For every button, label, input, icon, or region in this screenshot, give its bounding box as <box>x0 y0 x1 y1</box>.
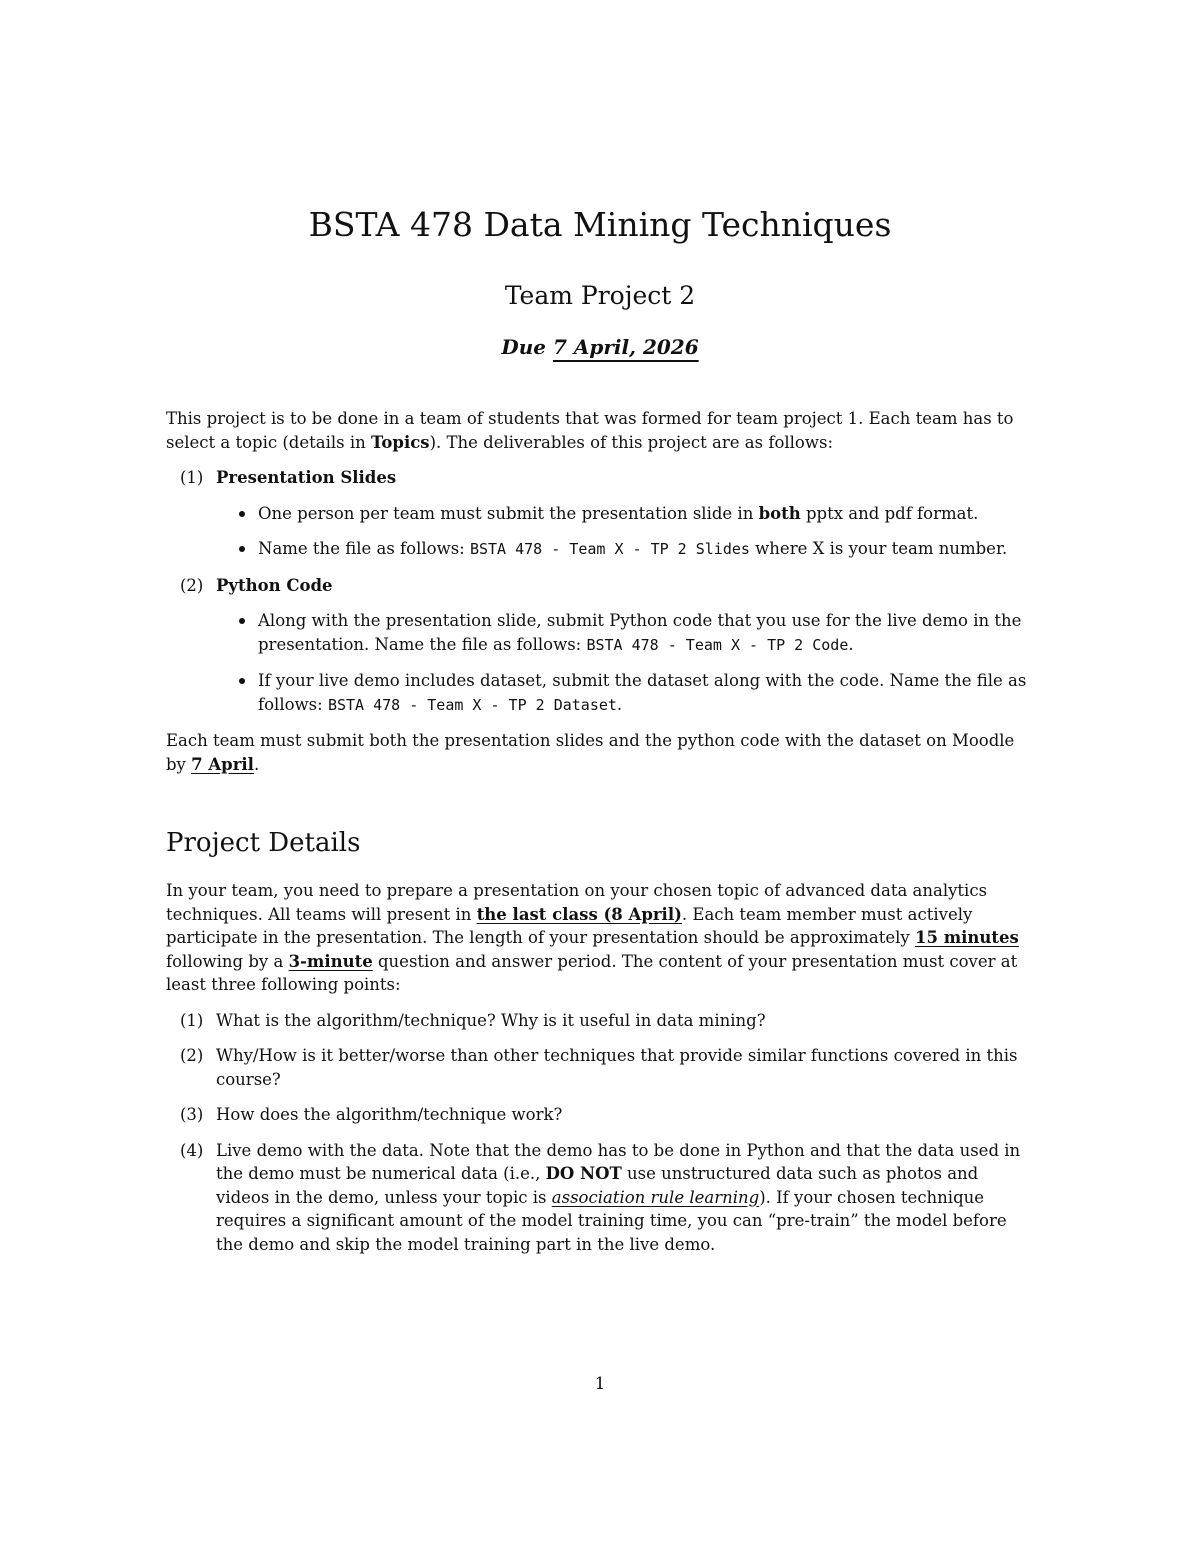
page-number: 1 <box>594 1374 606 1394</box>
due-date: 7 April, 2026 <box>552 335 699 359</box>
deliverable-title: Python Code <box>216 575 333 595</box>
content-point: (2) Why/How is it better/worse than other techniques that provide similar functions covered in this course? <box>180 1046 1018 1089</box>
bullet-icon <box>239 618 245 624</box>
section-heading: Project Details <box>166 828 361 858</box>
intro-paragraph: This project is to be done in a team of students that was formed for team project 1. Each team has to select a topic (details in Topics). The deliverables of this project are as follows: <box>166 409 1014 452</box>
filename-code: BSTA 478 - Team X - TP 2 Slides <box>469 540 750 558</box>
details-section <box>166 879 1034 1256</box>
content-point: (3) How does the algorithm/technique work? <box>180 1105 563 1124</box>
due-line <box>0 335 1200 359</box>
qa-emphasis: 3-minute <box>288 951 373 971</box>
filename-code: BSTA 478 - Team X - TP 2 Dataset <box>327 695 617 714</box>
intro-section <box>166 407 1034 776</box>
deliverable-title: Presentation Slides <box>216 468 397 487</box>
filename-code: BSTA 478 - Team X - TP 2 Code <box>586 635 849 654</box>
bullet-list <box>166 609 1034 717</box>
deliverable-item: (2) Python Code <box>180 575 333 595</box>
document-title: BSTA 478 Data Mining Techniques <box>308 205 892 244</box>
bullet-item: One person per team must submit the presentation slide in both pptx and pdf format. <box>166 502 1034 526</box>
document-subtitle: Team Project 2 <box>504 281 696 310</box>
bullet-icon <box>239 546 245 552</box>
bullet-item: Along with the presentation slide, submit Python code that you use for the live demo in the presentation. Name the file as follows: BSTA 478 - Team X - TP 2 Code. <box>166 609 1034 657</box>
last-class-emphasis: the last class (8 April) <box>476 904 682 924</box>
topic-emphasis: association rule learning <box>551 1187 760 1207</box>
submission-date: 7 April <box>191 754 254 774</box>
deliverable-item: (1) Presentation Slides <box>180 468 397 487</box>
content-point: (1) What is the algorithm/technique? Why is it useful in data mining? <box>180 1010 766 1030</box>
bullet-item: If your live demo includes dataset, submit the dataset along with the code. Name the file as follows: BSTA 478 - Team X - TP 2 Dataset. <box>166 669 1034 717</box>
bullet-icon <box>239 678 245 684</box>
details-paragraph: In your team, you need to prepare a presentation on your chosen topic of advanced data analytics techniques. All teams will present in the last class (8 April). Each team member must actively participate in the presentation. The length of your presentation should be approximately 15 minutes following by a 3-minute question and answer period. The content of your presentation must cover at least three following points: <box>166 881 1019 994</box>
bullet-item: Name the file as follows: BSTA 478 - Team X - TP 2 Slides where X is your team number. <box>166 537 1034 562</box>
content-point: (4) Live demo with the data. Note that the demo has to be done in Python and that the data used in the demo must be numerical data (i.e., DO NOT use unstructured data such as photos and videos in the demo, unless your topic is association rule learning). If your chosen technique requires a significant amount of the model training time, you can “pre-train” the model before the demo and skip the model training part in the live demo. <box>180 1140 1021 1254</box>
due-prefix: Due <box>501 335 546 359</box>
submission-paragraph: Each team must submit both the presentation slides and the python code with the dataset on Moodle by 7 April. <box>166 731 1015 774</box>
topics-reference: Topics <box>371 432 430 452</box>
duration-emphasis: 15 minutes <box>915 928 1019 947</box>
bullet-list <box>166 502 1034 562</box>
bullet-icon <box>239 511 245 517</box>
